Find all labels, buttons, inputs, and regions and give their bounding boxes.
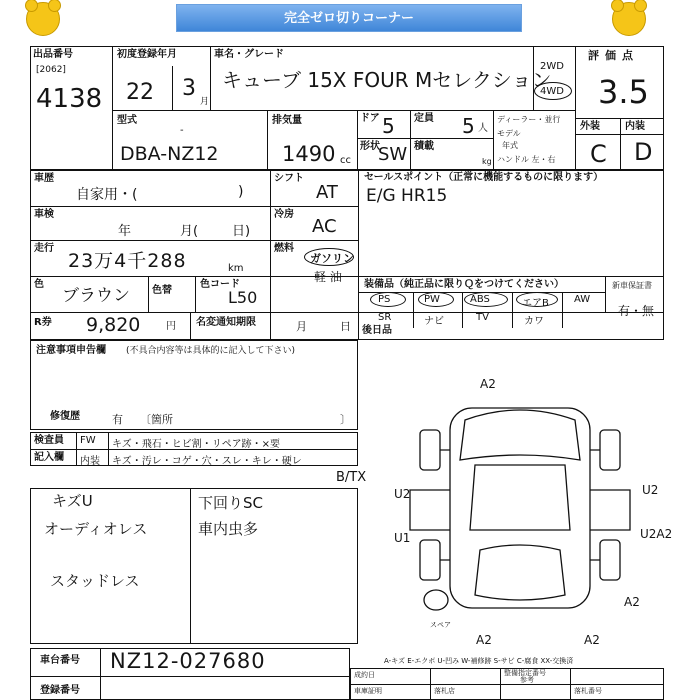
shape-label: 形状 <box>360 141 380 152</box>
mark-u1-left: U1 <box>394 531 411 545</box>
car-name-value: キューブ 15X FOUR Mセレクション <box>222 68 552 92</box>
remarks-bt: B/TX <box>336 470 367 485</box>
equip-pw: PW <box>424 294 440 305</box>
checker-fw: FW <box>80 435 96 446</box>
lot-number: 4138 <box>36 84 103 114</box>
cell-ref: 参考 <box>520 676 534 684</box>
mileage-unit: km <box>228 263 244 274</box>
shift-value: AT <box>316 182 338 203</box>
sales-point-value: E/G HR15 <box>366 186 448 206</box>
first-reg-year: 22 <box>126 80 154 105</box>
load-label: 積載 <box>414 141 434 152</box>
cell-bid-store: 落札店 <box>434 687 455 695</box>
ext-value: C <box>590 140 607 168</box>
registration-label: 登録番号 <box>40 685 80 696</box>
first-reg-month: 3 <box>182 76 196 101</box>
mark-a2-rear-right: A2 <box>624 595 640 609</box>
repair-value: 有 <box>112 413 123 426</box>
inspection-day: 日) <box>232 224 251 239</box>
mark-u2-right: U2 <box>642 483 659 497</box>
header-banner: 完全ゼロ切りコーナー <box>176 4 522 32</box>
mileage-label: 走行 <box>34 243 54 254</box>
dealer-handle: ハンドル 左・右 <box>497 155 556 164</box>
remarks-box <box>30 488 358 644</box>
shift-label: シフト <box>274 173 304 184</box>
recycle-value: 9,820 <box>86 314 141 336</box>
car-name-label: 車名・グレード <box>214 49 284 60</box>
aircon-value: AC <box>312 216 337 237</box>
capacity-value: 5 <box>462 114 475 138</box>
chassis-label: 車台番号 <box>40 655 80 666</box>
doors-value: 5 <box>382 114 395 138</box>
remark-2: オーディオレス <box>44 520 148 538</box>
checker-fw-items: キズ・飛石・ヒビ割・リペア跡・×要 <box>112 439 280 450</box>
equip-abs: ABS <box>470 294 490 305</box>
repair-part: 〔箇所 <box>140 413 173 426</box>
color-code: L50 <box>228 288 258 307</box>
name-change-label: 名変通知期限 <box>196 317 256 328</box>
lot-label: 出品番号 <box>33 49 73 60</box>
equip-aw: AW <box>574 294 591 305</box>
mascot-right-icon <box>612 2 646 36</box>
cell-contract: 成約日 <box>354 671 375 679</box>
equip-ps: PS <box>378 294 391 305</box>
model-value: DBA-NZ12 <box>120 143 219 165</box>
fuel-value: ガソリン <box>310 252 354 265</box>
inspection-year: 年 <box>118 224 132 239</box>
color-code-label: 色コード <box>200 279 240 290</box>
ext-label: 外装 <box>580 121 600 132</box>
checker-int: 内装 <box>80 456 100 467</box>
remark-5: 車内虫多 <box>198 520 259 538</box>
grade-value: 3.5 <box>598 73 649 111</box>
equip-airbag: エアB <box>522 298 549 309</box>
engine-value: 1490 <box>282 142 336 166</box>
mascot-left-icon <box>26 2 60 36</box>
car-diagram <box>380 390 660 650</box>
first-reg-label: 初度登録年月 <box>117 49 177 60</box>
name-change-day: 日 <box>340 320 351 333</box>
doors-label: ドア <box>360 113 380 124</box>
rear-seat-label: 後日品 <box>362 325 392 336</box>
engine-label: 排気量 <box>272 115 302 126</box>
dealer-model: モデル <box>497 129 521 138</box>
color-label: 色 <box>34 279 44 290</box>
model-dash: - <box>180 125 184 136</box>
load-unit: kg <box>482 157 492 166</box>
remark-1: キズU <box>52 492 93 510</box>
cell-bid-no: 落札番号 <box>574 687 602 695</box>
repair-close: 〕 <box>340 413 351 426</box>
fuel-label: 燃料 <box>274 243 294 254</box>
mark-a2-rear: A2 <box>476 633 492 647</box>
name-change-month: 月 <box>296 320 307 333</box>
fuel-other: 軽 油 <box>314 270 342 284</box>
usage-close: ) <box>238 184 244 200</box>
drive-4wd: 4WD <box>540 86 564 97</box>
notes-hint: (不具合内容等は具体的に記入して下さい) <box>126 346 296 356</box>
shape-value: SW <box>378 144 408 165</box>
equip-tv: TV <box>476 312 489 323</box>
engine-unit: cc <box>340 155 351 166</box>
repair-label: 修復歴 <box>50 411 80 422</box>
checker-int-items: キズ・汚レ・コゲ・穴・スレ・キレ・硬レ <box>112 456 302 467</box>
capacity-label: 定員 <box>414 113 434 124</box>
cell-garage: 車庫証明 <box>354 687 382 695</box>
chassis-value: NZ12-027680 <box>110 649 266 673</box>
aircon-label: 冷房 <box>274 209 294 220</box>
equipment-label: 装備品（純正品に限りＱをつけてください） <box>364 279 564 290</box>
capacity-unit: 人 <box>478 123 488 134</box>
model-label: 型式 <box>117 115 137 126</box>
equip-sr: SR <box>378 312 392 323</box>
first-reg-month-unit: 月 <box>200 97 210 107</box>
lot-sub: [2062] <box>36 65 66 75</box>
mark-a2-rear-2: A2 <box>584 633 600 647</box>
int-value: D <box>634 138 653 166</box>
inspection-month: 月( <box>180 224 199 239</box>
dealer-label: ディーラー・並行 <box>497 115 561 124</box>
notes-label: 注意事項申告欄 <box>36 345 106 356</box>
warranty-label: 新車保証書 <box>612 281 652 290</box>
dealer-year: 年式 <box>502 141 518 150</box>
mark-u2-left: U2 <box>394 487 411 501</box>
recycle-unit: 円 <box>166 321 176 332</box>
usage-value: 自家用・( <box>76 187 138 203</box>
spare-label: スペア <box>430 621 451 629</box>
grade-label: 評価点 <box>588 49 639 62</box>
checker-label: 検査員 <box>34 435 64 446</box>
mark-a2-top: A2 <box>480 377 496 391</box>
sales-point-label: セールスポイント（正常に機能するものに限ります） <box>364 172 604 183</box>
inspection-label: 車検 <box>34 209 54 220</box>
entry-label: 記入欄 <box>34 452 64 463</box>
mileage-value: 23万4千288 <box>68 250 187 272</box>
warranty-value: 有・無 <box>618 304 655 318</box>
mark-u2a2-right: U2A2 <box>640 527 673 541</box>
recycle-label: R券 <box>34 317 52 328</box>
equip-leather: カワ <box>524 316 544 327</box>
drive-2wd: 2WD <box>540 61 564 72</box>
color-value: ブラウン <box>62 286 130 306</box>
legend-text: A-キズ E-エクボ U-凹み W-補修跡 S-サビ C-腐食 XX-交換済 <box>384 657 574 665</box>
color-change-label: 色替 <box>152 285 172 296</box>
usage-label: 車歴 <box>34 173 54 184</box>
remark-3: スタッドレス <box>50 572 140 590</box>
cell-maint: 整備指定番号 <box>504 669 546 677</box>
remark-4: 下回りSC <box>198 494 263 512</box>
equip-navi: ナビ <box>424 316 444 327</box>
int-label: 内装 <box>625 121 645 132</box>
